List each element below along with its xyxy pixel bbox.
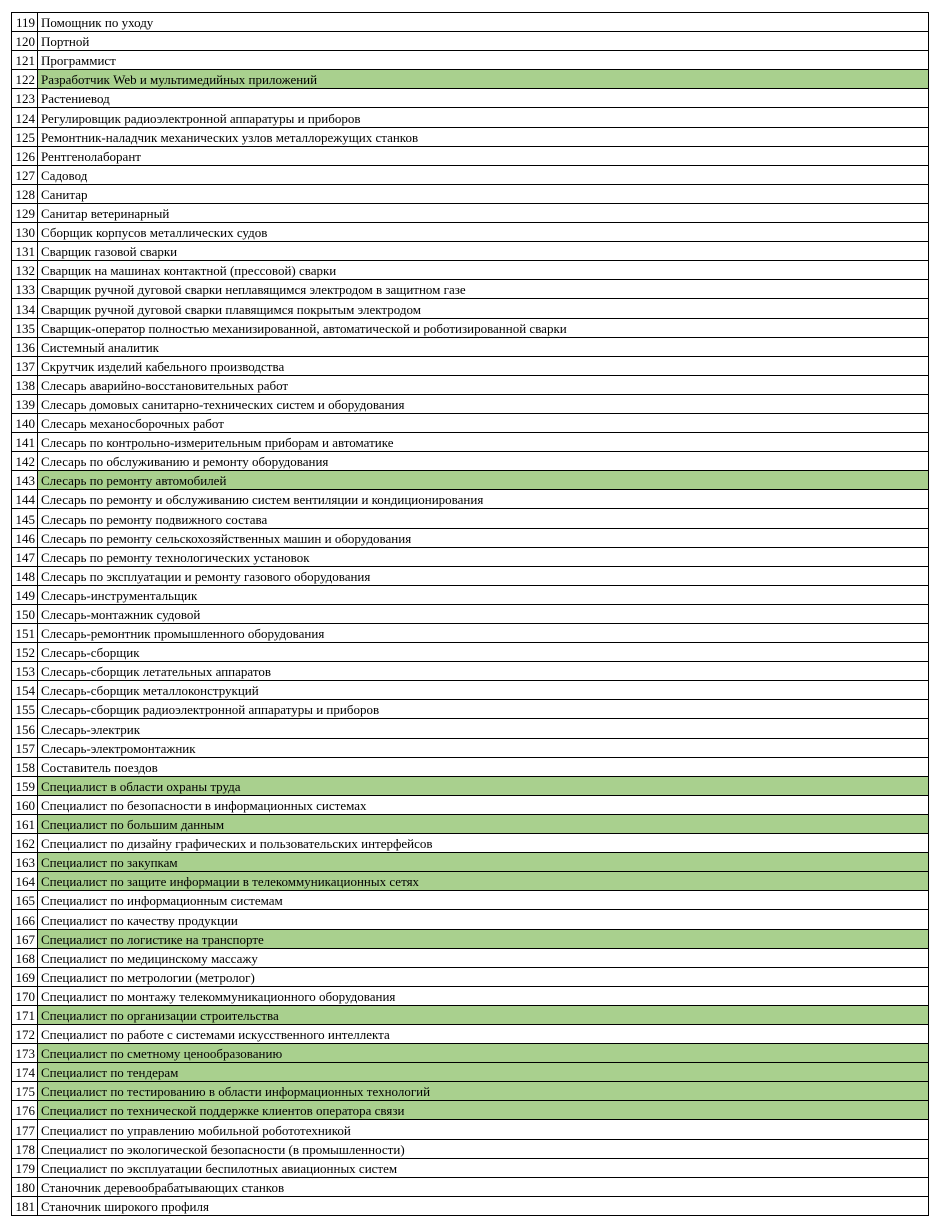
profession-name: Сварщик на машинах контактной (прессовой) сварки bbox=[38, 261, 929, 280]
profession-name: Слесарь механосборочных работ bbox=[38, 413, 929, 432]
row-number: 122 bbox=[12, 70, 38, 89]
row-number: 163 bbox=[12, 853, 38, 872]
profession-name: Специалист по медицинскому массажу bbox=[38, 948, 929, 967]
row-number: 131 bbox=[12, 242, 38, 261]
table-row bbox=[12, 70, 929, 89]
profession-name: Специалист по сметному ценообразованию bbox=[38, 1044, 929, 1063]
table-row bbox=[12, 203, 929, 222]
row-number: 141 bbox=[12, 433, 38, 452]
table-row bbox=[12, 108, 929, 127]
row-number: 128 bbox=[12, 184, 38, 203]
row-number: 165 bbox=[12, 891, 38, 910]
profession-name: Регулировщик радиоэлектронной аппаратуры и приборов bbox=[38, 108, 929, 127]
profession-name: Слесарь по ремонту сельскохозяйственных машин и оборудования bbox=[38, 528, 929, 547]
row-number: 121 bbox=[12, 51, 38, 70]
profession-name: Слесарь-сборщик металлоконструкций bbox=[38, 681, 929, 700]
row-number: 139 bbox=[12, 394, 38, 413]
table-row bbox=[12, 1120, 929, 1139]
profession-name: Специалист по монтажу телекоммуникационного оборудования bbox=[38, 986, 929, 1005]
table-row bbox=[12, 891, 929, 910]
profession-name: Скрутчик изделий кабельного производства bbox=[38, 356, 929, 375]
profession-name: Слесарь-сборщик bbox=[38, 643, 929, 662]
row-number: 120 bbox=[12, 32, 38, 51]
profession-name: Слесарь-монтажник судовой bbox=[38, 604, 929, 623]
profession-name: Слесарь-инструментальщик bbox=[38, 585, 929, 604]
row-number: 140 bbox=[12, 413, 38, 432]
profession-name: Слесарь по эксплуатации и ремонту газового оборудования bbox=[38, 566, 929, 585]
row-number: 178 bbox=[12, 1139, 38, 1158]
table-row bbox=[12, 184, 929, 203]
table-row bbox=[12, 1024, 929, 1043]
table-row bbox=[12, 738, 929, 757]
table-row bbox=[12, 872, 929, 891]
table-row bbox=[12, 986, 929, 1005]
table-row bbox=[12, 471, 929, 490]
table-row bbox=[12, 127, 929, 146]
table-row bbox=[12, 604, 929, 623]
row-number: 123 bbox=[12, 89, 38, 108]
table-row bbox=[12, 624, 929, 643]
table-row bbox=[12, 356, 929, 375]
profession-name: Специалист по тестированию в области информационных технологий bbox=[38, 1082, 929, 1101]
table-row bbox=[12, 1005, 929, 1024]
table-row bbox=[12, 585, 929, 604]
profession-name: Слесарь-сборщик радиоэлектронной аппаратуры и приборов bbox=[38, 700, 929, 719]
profession-name: Специалист по организации строительства bbox=[38, 1005, 929, 1024]
row-number: 133 bbox=[12, 280, 38, 299]
row-number: 179 bbox=[12, 1158, 38, 1177]
row-number: 158 bbox=[12, 757, 38, 776]
table-row bbox=[12, 280, 929, 299]
table-row bbox=[12, 318, 929, 337]
table-row bbox=[12, 566, 929, 585]
table-row bbox=[12, 967, 929, 986]
table-row bbox=[12, 681, 929, 700]
table-row bbox=[12, 662, 929, 681]
row-number: 132 bbox=[12, 261, 38, 280]
profession-name: Специалист по экологической безопасности (в промышленности) bbox=[38, 1139, 929, 1158]
table-row bbox=[12, 242, 929, 261]
row-number: 119 bbox=[12, 13, 38, 32]
table-row bbox=[12, 929, 929, 948]
profession-name: Специалист по большим данным bbox=[38, 814, 929, 833]
table-row bbox=[12, 1158, 929, 1177]
row-number: 129 bbox=[12, 203, 38, 222]
profession-name: Специалист по качеству продукции bbox=[38, 910, 929, 929]
profession-name: Помощник по уходу bbox=[38, 13, 929, 32]
table-row bbox=[12, 490, 929, 509]
row-number: 174 bbox=[12, 1063, 38, 1082]
row-number: 146 bbox=[12, 528, 38, 547]
table-row bbox=[12, 89, 929, 108]
table-row bbox=[12, 719, 929, 738]
profession-name: Растениевод bbox=[38, 89, 929, 108]
profession-name: Разработчик Web и мультимедийных приложений bbox=[38, 70, 929, 89]
row-number: 136 bbox=[12, 337, 38, 356]
row-number: 137 bbox=[12, 356, 38, 375]
table-row bbox=[12, 814, 929, 833]
row-number: 173 bbox=[12, 1044, 38, 1063]
table-row bbox=[12, 299, 929, 318]
table-row bbox=[12, 509, 929, 528]
profession-name: Садовод bbox=[38, 165, 929, 184]
profession-name: Слесарь домовых санитарно-технических систем и оборудования bbox=[38, 394, 929, 413]
row-number: 167 bbox=[12, 929, 38, 948]
table-row bbox=[12, 261, 929, 280]
profession-name: Санитар bbox=[38, 184, 929, 203]
profession-name: Слесарь по ремонту технологических установок bbox=[38, 547, 929, 566]
row-number: 130 bbox=[12, 223, 38, 242]
row-number: 148 bbox=[12, 566, 38, 585]
professions-table-body bbox=[12, 13, 929, 1216]
row-number: 152 bbox=[12, 643, 38, 662]
profession-name: Специалист по технической поддержке клиентов оператора связи bbox=[38, 1101, 929, 1120]
profession-name: Слесарь-электрик bbox=[38, 719, 929, 738]
row-number: 149 bbox=[12, 585, 38, 604]
table-row bbox=[12, 146, 929, 165]
profession-name: Специалист по дизайну графических и пользовательских интерфейсов bbox=[38, 834, 929, 853]
row-number: 166 bbox=[12, 910, 38, 929]
row-number: 144 bbox=[12, 490, 38, 509]
profession-name: Рентгенолаборант bbox=[38, 146, 929, 165]
profession-name: Специалист по управлению мобильной робототехникой bbox=[38, 1120, 929, 1139]
profession-name: Слесарь по ремонту подвижного состава bbox=[38, 509, 929, 528]
table-row bbox=[12, 51, 929, 70]
profession-name: Специалист по эксплуатации беспилотных авиационных систем bbox=[38, 1158, 929, 1177]
row-number: 162 bbox=[12, 834, 38, 853]
table-row bbox=[12, 13, 929, 32]
table-row bbox=[12, 948, 929, 967]
profession-name: Сварщик ручной дуговой сварки плавящимся покрытым электродом bbox=[38, 299, 929, 318]
row-number: 161 bbox=[12, 814, 38, 833]
profession-name: Портной bbox=[38, 32, 929, 51]
row-number: 127 bbox=[12, 165, 38, 184]
table-row bbox=[12, 223, 929, 242]
table-row bbox=[12, 528, 929, 547]
row-number: 126 bbox=[12, 146, 38, 165]
profession-name: Слесарь-ремонтник промышленного оборудования bbox=[38, 624, 929, 643]
table-row bbox=[12, 32, 929, 51]
table-row bbox=[12, 834, 929, 853]
row-number: 150 bbox=[12, 604, 38, 623]
row-number: 164 bbox=[12, 872, 38, 891]
table-row bbox=[12, 1082, 929, 1101]
table-row bbox=[12, 700, 929, 719]
table-row bbox=[12, 165, 929, 184]
row-number: 168 bbox=[12, 948, 38, 967]
table-row bbox=[12, 413, 929, 432]
profession-name: Специалист по работе с системами искусственного интеллекта bbox=[38, 1024, 929, 1043]
row-number: 181 bbox=[12, 1196, 38, 1215]
row-number: 154 bbox=[12, 681, 38, 700]
table-row bbox=[12, 547, 929, 566]
table-row bbox=[12, 1101, 929, 1120]
profession-name: Специалист в области охраны труда bbox=[38, 776, 929, 795]
table-row bbox=[12, 643, 929, 662]
table-row bbox=[12, 1177, 929, 1196]
table-row bbox=[12, 795, 929, 814]
row-number: 125 bbox=[12, 127, 38, 146]
row-number: 177 bbox=[12, 1120, 38, 1139]
profession-name: Специалист по безопасности в информационных системах bbox=[38, 795, 929, 814]
row-number: 180 bbox=[12, 1177, 38, 1196]
profession-name: Ремонтник-наладчик механических узлов металлорежущих станков bbox=[38, 127, 929, 146]
profession-name: Слесарь по обслуживанию и ремонту оборудования bbox=[38, 452, 929, 471]
profession-name: Слесарь по ремонту автомобилей bbox=[38, 471, 929, 490]
profession-name: Станочник деревообрабатывающих станков bbox=[38, 1177, 929, 1196]
row-number: 172 bbox=[12, 1024, 38, 1043]
profession-name: Станочник широкого профиля bbox=[38, 1196, 929, 1215]
table-row bbox=[12, 910, 929, 929]
profession-name: Специалист по информационным системам bbox=[38, 891, 929, 910]
profession-name: Специалист по метрологии (метролог) bbox=[38, 967, 929, 986]
row-number: 155 bbox=[12, 700, 38, 719]
row-number: 175 bbox=[12, 1082, 38, 1101]
row-number: 169 bbox=[12, 967, 38, 986]
row-number: 170 bbox=[12, 986, 38, 1005]
row-number: 171 bbox=[12, 1005, 38, 1024]
row-number: 160 bbox=[12, 795, 38, 814]
table-row bbox=[12, 1044, 929, 1063]
row-number: 156 bbox=[12, 719, 38, 738]
row-number: 157 bbox=[12, 738, 38, 757]
profession-name: Слесарь-сборщик летательных аппаратов bbox=[38, 662, 929, 681]
row-number: 134 bbox=[12, 299, 38, 318]
profession-name: Сварщик газовой сварки bbox=[38, 242, 929, 261]
table-row bbox=[12, 394, 929, 413]
table-row bbox=[12, 337, 929, 356]
row-number: 142 bbox=[12, 452, 38, 471]
profession-name: Системный аналитик bbox=[38, 337, 929, 356]
row-number: 145 bbox=[12, 509, 38, 528]
row-number: 124 bbox=[12, 108, 38, 127]
table-row bbox=[12, 1139, 929, 1158]
table-row bbox=[12, 776, 929, 795]
table-row bbox=[12, 375, 929, 394]
profession-name: Санитар ветеринарный bbox=[38, 203, 929, 222]
profession-name: Специалист по закупкам bbox=[38, 853, 929, 872]
row-number: 138 bbox=[12, 375, 38, 394]
profession-name: Слесарь по ремонту и обслуживанию систем вентиляции и кондиционирования bbox=[38, 490, 929, 509]
table-row bbox=[12, 433, 929, 452]
profession-name: Программист bbox=[38, 51, 929, 70]
row-number: 176 bbox=[12, 1101, 38, 1120]
profession-name: Специалист по тендерам bbox=[38, 1063, 929, 1082]
table-row bbox=[12, 1063, 929, 1082]
row-number: 153 bbox=[12, 662, 38, 681]
row-number: 151 bbox=[12, 624, 38, 643]
profession-name: Слесарь-электромонтажник bbox=[38, 738, 929, 757]
profession-name: Слесарь по контрольно-измерительным приборам и автоматике bbox=[38, 433, 929, 452]
professions-table bbox=[11, 12, 929, 1216]
profession-name: Сборщик корпусов металлических судов bbox=[38, 223, 929, 242]
row-number: 135 bbox=[12, 318, 38, 337]
table-row bbox=[12, 853, 929, 872]
profession-name: Составитель поездов bbox=[38, 757, 929, 776]
profession-name: Сварщик-оператор полностью механизированной, автоматической и роботизированной сварки bbox=[38, 318, 929, 337]
profession-name: Специалист по логистике на транспорте bbox=[38, 929, 929, 948]
profession-name: Специалист по защите информации в телекоммуникационных сетях bbox=[38, 872, 929, 891]
profession-name: Слесарь аварийно-восстановительных работ bbox=[38, 375, 929, 394]
table-row bbox=[12, 1196, 929, 1215]
table-row bbox=[12, 757, 929, 776]
profession-name: Сварщик ручной дуговой сварки неплавящимся электродом в защитном газе bbox=[38, 280, 929, 299]
row-number: 147 bbox=[12, 547, 38, 566]
table-row bbox=[12, 452, 929, 471]
row-number: 143 bbox=[12, 471, 38, 490]
row-number: 159 bbox=[12, 776, 38, 795]
